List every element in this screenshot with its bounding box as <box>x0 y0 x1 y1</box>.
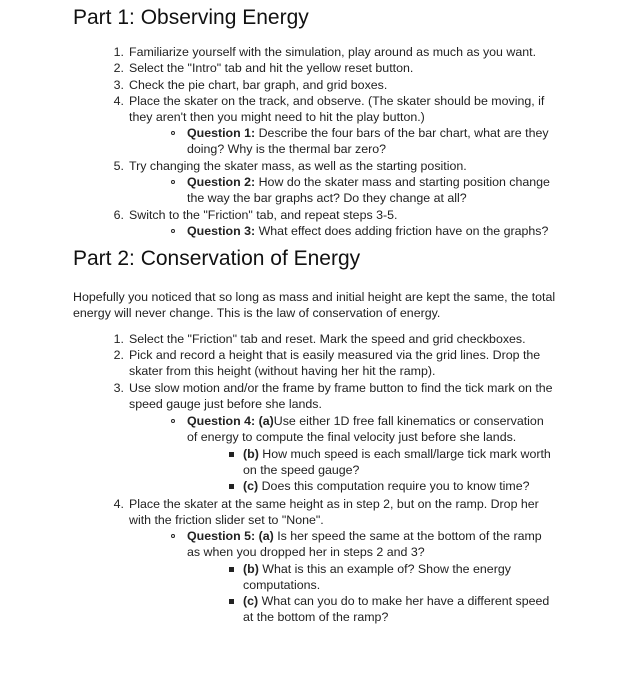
question-5-line2: as when you dropped her in steps 2 and 3? <box>187 545 425 559</box>
step-number: 2. <box>113 61 124 75</box>
part2-step-3-line2: speed gauge just before she lands. <box>129 397 322 411</box>
question-4-label: Question 4: (a) <box>187 414 274 428</box>
question-5c-text: What can you do to make her have a different speed <box>258 594 550 608</box>
square-bullet-icon <box>229 484 234 489</box>
question-4b-line2: on the speed gauge? <box>243 463 360 477</box>
circle-bullet-icon <box>171 534 175 538</box>
part2-step-4-line1: Place the skater at the same height as in step 2, but on the ramp. Drop her <box>129 497 539 511</box>
step-number: 1. <box>113 332 124 346</box>
question-5c-label: (c) <box>243 594 259 608</box>
step-number: 5. <box>113 159 124 173</box>
question-5c <box>243 593 549 609</box>
question-5-text: Is her speed the same at the bottom of the ramp <box>273 529 542 543</box>
question-1-text: Describe the four bars of the bar chart, what are they <box>255 126 549 140</box>
question-5b-line2: computations. <box>243 578 321 592</box>
question-4 <box>187 413 544 429</box>
question-4b-label: (b) <box>243 447 259 461</box>
step-number: 4. <box>113 94 124 108</box>
question-2-label: Question 2: <box>187 175 256 189</box>
question-4c-label: (c) <box>243 479 259 493</box>
question-4c <box>243 478 530 494</box>
part2-intro-line2: energy will never change. This is the law of conservation of energy. <box>73 306 441 320</box>
part2-step-2-line1: Pick and record a height that is easily measured via the grid lines. Drop the <box>129 348 541 362</box>
step-number: 1. <box>113 45 124 59</box>
part1-step-1: Familiarize yourself with the simulation, play around as much as you want. <box>129 45 537 59</box>
circle-bullet-icon <box>171 180 175 184</box>
part2-step-1: Select the "Friction" tab and reset. Mark the speed and grid checkboxes. <box>129 332 526 346</box>
part2-step-3-line1: Use slow motion and/or the frame by frame button to find the tick mark on the <box>129 381 553 395</box>
part2-intro-line1: Hopefully you noticed that so long as mass and initial height are kept the same, the total <box>73 290 556 304</box>
question-4b <box>243 446 551 462</box>
question-4-text: Use either 1D free fall kinematics or conservation <box>273 414 544 428</box>
step-number: 2. <box>113 348 124 362</box>
question-5c-line2: at the bottom of the ramp? <box>243 610 389 624</box>
part1-step-2: Select the "Intro" tab and hit the yellow reset button. <box>129 61 414 75</box>
part2-heading: Part 2: Conservation of Energy <box>73 247 361 270</box>
part1-step-4-line2: they aren't then you might need to hit the play button.) <box>129 110 425 124</box>
step-number: 3. <box>113 78 124 92</box>
question-5b-label: (b) <box>243 562 259 576</box>
question-4b-text: How much speed is each small/large tick mark worth <box>258 447 551 461</box>
question-1 <box>187 125 549 141</box>
question-3-label: Question 3: <box>187 224 256 238</box>
question-3-text: What effect does adding friction have on the graphs? <box>255 224 549 238</box>
question-2-line2: the way the bar graphs act? Do they change at all? <box>187 191 467 205</box>
circle-bullet-icon <box>171 131 175 135</box>
part2-step-4-line2: with the friction slider set to "None". <box>129 513 324 527</box>
question-5b <box>243 561 511 577</box>
part2-step-2-line2: skater from this height (without having her hit the ramp). <box>129 364 436 378</box>
question-3 <box>187 223 548 239</box>
circle-bullet-icon <box>171 229 175 233</box>
part1-step-5: Try changing the skater mass, as well as the starting position. <box>129 159 467 173</box>
part1-step-4-line1: Place the skater on the track, and observe. (The skater should be moving, if <box>129 94 545 108</box>
question-2 <box>187 174 550 190</box>
question-5-label: Question 5: (a) <box>187 529 274 543</box>
square-bullet-icon <box>229 452 234 457</box>
question-5b-text: What is this an example of? Show the energy <box>258 562 511 576</box>
part1-step-6: Switch to the "Friction" tab, and repeat steps 3-5. <box>129 208 398 222</box>
question-5 <box>187 528 542 544</box>
step-number: 3. <box>113 381 124 395</box>
square-bullet-icon <box>229 599 234 604</box>
part1-heading: Part 1: Observing Energy <box>73 6 309 29</box>
step-number: 4. <box>113 497 124 511</box>
question-1-label: Question 1: <box>187 126 256 140</box>
part1-step-3: Check the pie chart, bar graph, and grid boxes. <box>129 78 388 92</box>
question-4-line2: of energy to compute the final velocity just before she lands. <box>187 430 517 444</box>
square-bullet-icon <box>229 567 234 572</box>
step-number: 6. <box>113 208 124 222</box>
question-4c-text: Does this computation require you to know time? <box>258 479 530 493</box>
question-2-text: How do the skater mass and starting position change <box>255 175 550 189</box>
circle-bullet-icon <box>171 419 175 423</box>
question-1-line2: doing? Why is the thermal bar zero? <box>187 142 387 156</box>
